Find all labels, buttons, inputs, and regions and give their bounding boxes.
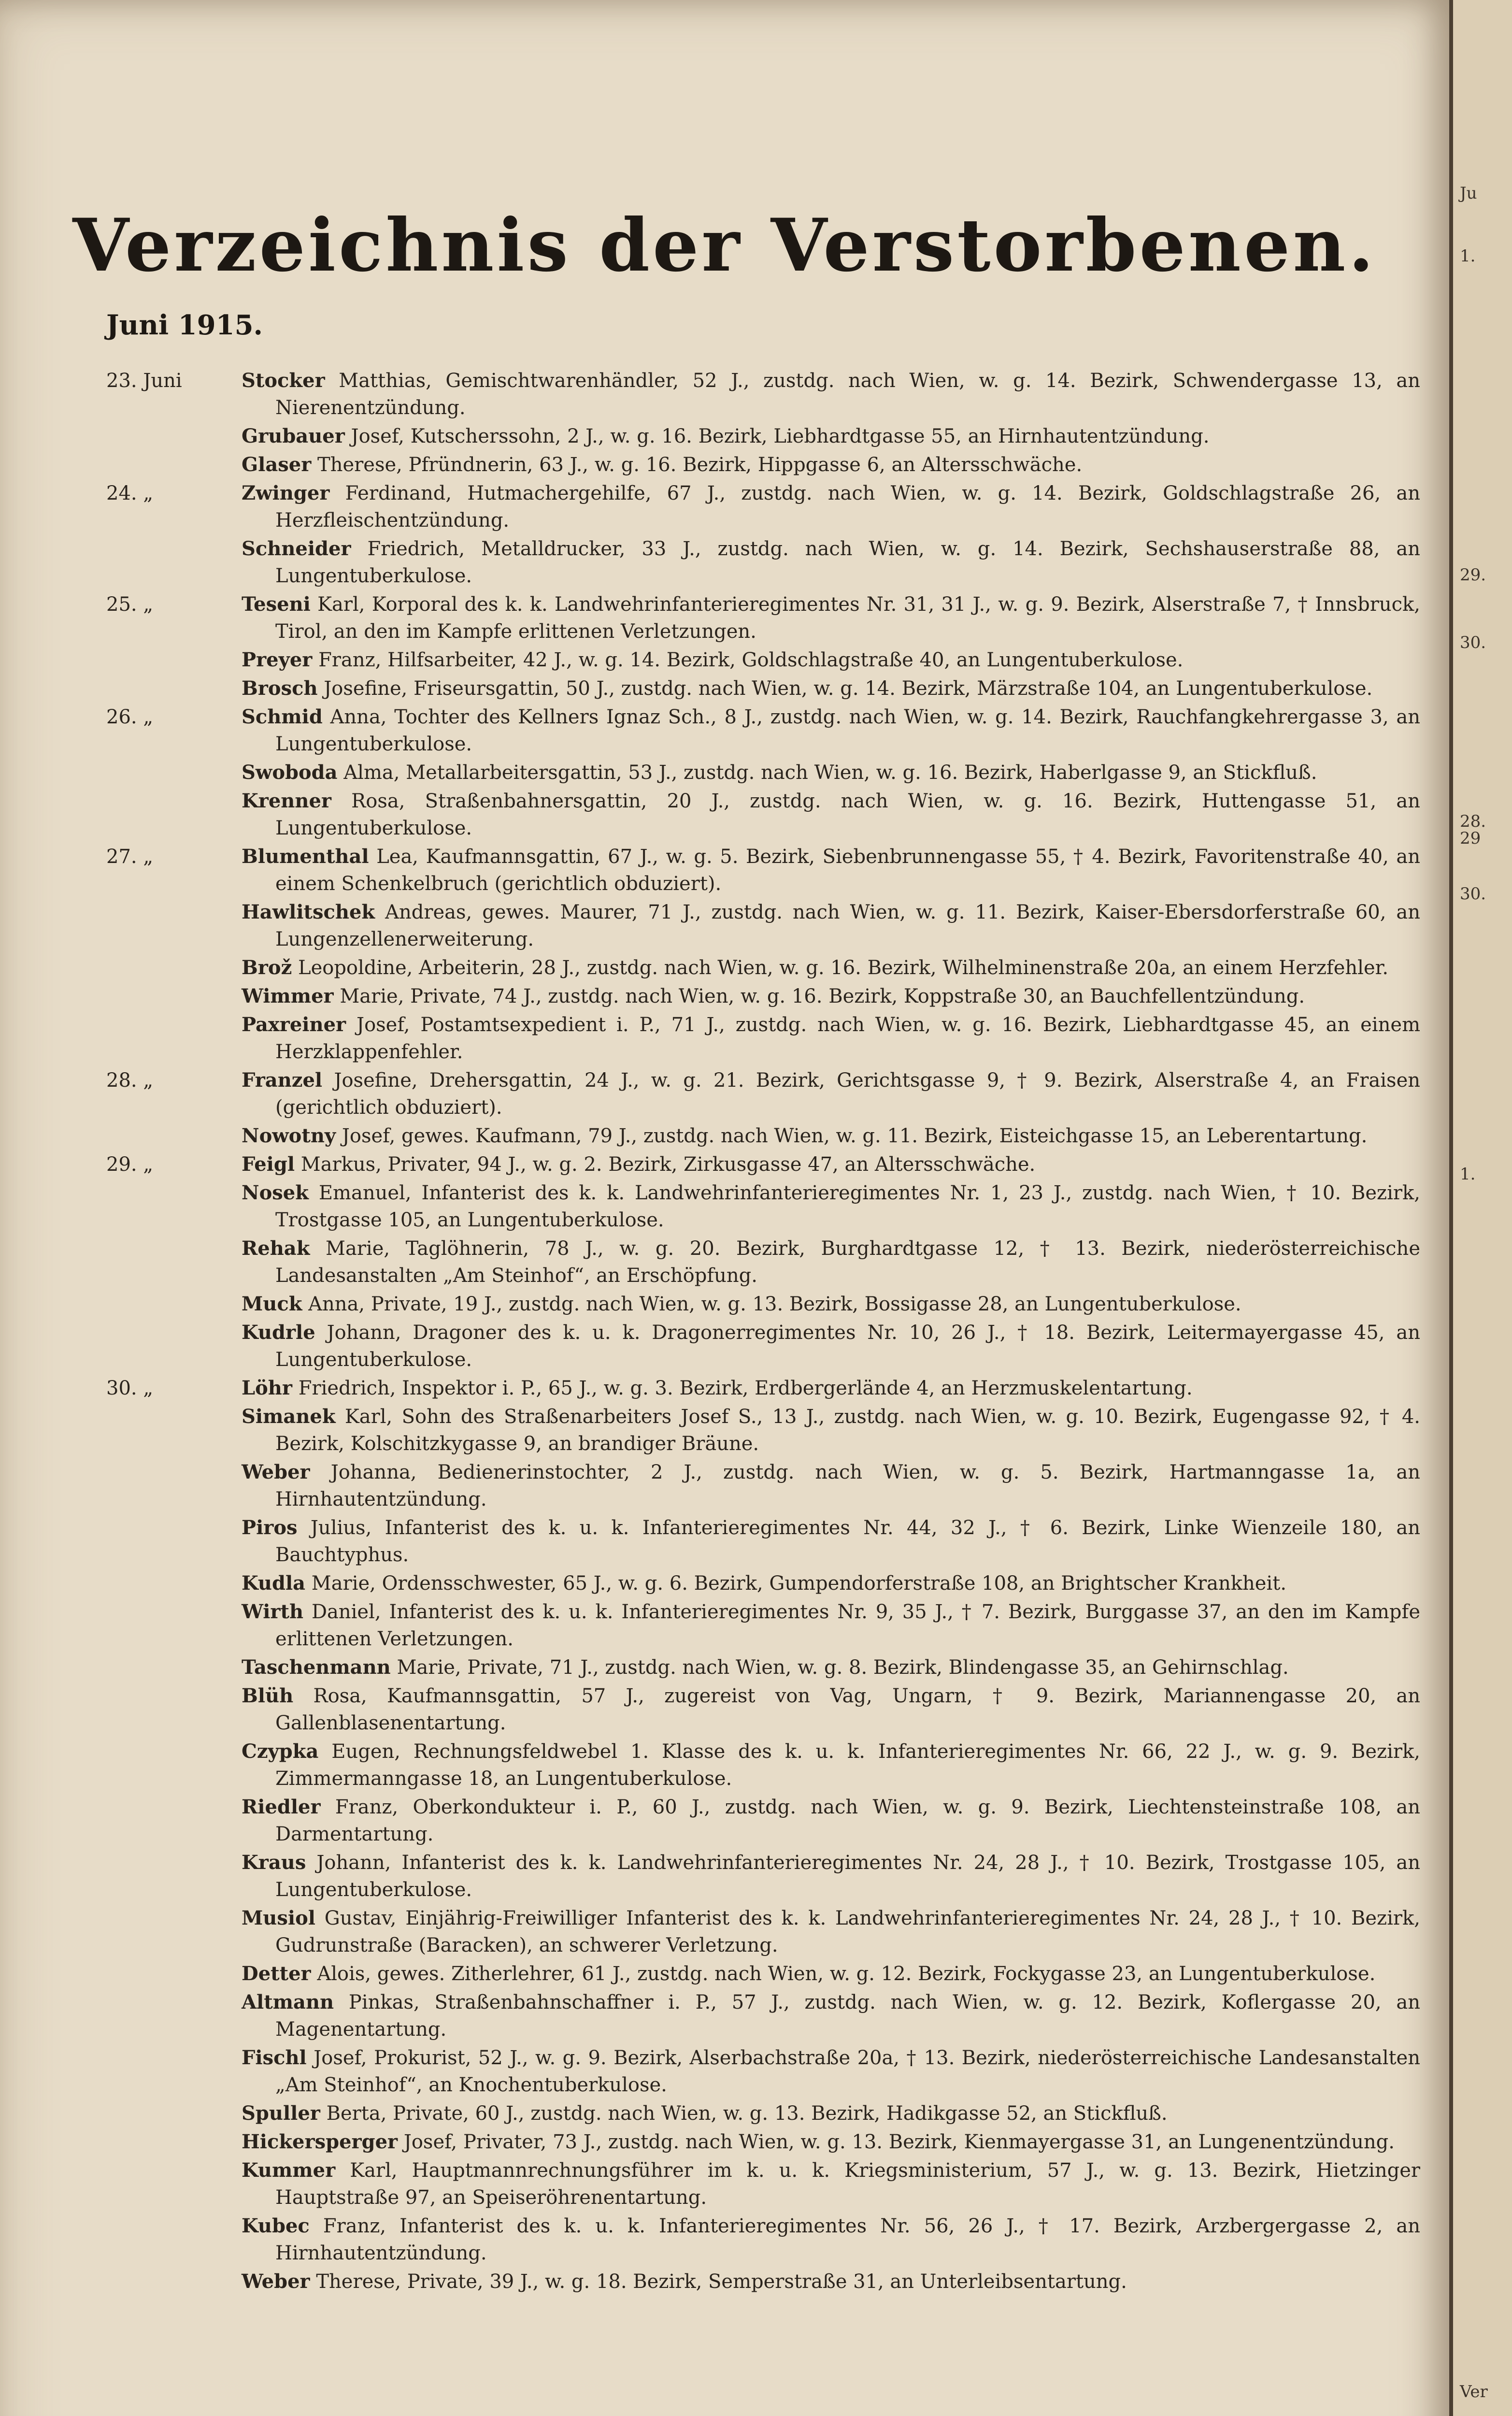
entry-surname: Preyer (242, 648, 313, 671)
entry-text (242, 2268, 1420, 2295)
entry-details: Josef, Postamtsexpedient i. P., 71 J., zustdg. nach Wien, w. g. 16. Bezirk, Liebhardtgasse 45, an einem Herzklappenfehler. (275, 1014, 1421, 1063)
list-item (106, 647, 1420, 674)
entry-details: Josef, Kutscherssohn, 2 J., w. g. 16. Bezirk, Liebhardtgasse 55, an Hirnhautentzündung. (351, 425, 1210, 447)
entry-surname: Nowotny (242, 1124, 336, 1147)
list-item (106, 591, 1420, 645)
entry-text (242, 1403, 1420, 1457)
entry-text (242, 1179, 1420, 1234)
entry-details: Franz, Infanterist des k. u. k. Infanterieregimentes Nr. 56, 26 J., † 17. Bezirk, Arzbergergasse 2, an Hirnhautentzündung. (275, 2215, 1420, 2264)
entry-details: Pinkas, Straßenbahnschaffner i. P., 57 J., zustdg. nach Wien, w. g. 12. Bezirk, Koflergasse 20, an Magenentartung. (275, 1991, 1421, 2041)
entry-surname: Franzel (242, 1069, 323, 1092)
list-item (106, 2128, 1420, 2156)
entry-details: Friedrich, Metalldrucker, 33 J., zustdg. nach Wien, w. g. 14. Bezirk, Sechshauserstraße 88, an Lungentuberkulose. (275, 538, 1420, 587)
entry-details: Alois, gewes. Zitherlehrer, 61 J., zustdg. nach Wien, w. g. 12. Bezirk, Fockygasse 23, an Lungentuberkulose. (317, 1963, 1376, 1985)
entry-details: Karl, Korporal des k. k. Landwehrinfanterieregimentes Nr. 31, 31 J., w. g. 9. Bezirk, Alserstraße 7, † Innsbruck, Tirol, an den im Kampfe erlittenen Verletzungen. (275, 593, 1421, 643)
entry-details: Therese, Private, 39 J., w. g. 18. Bezirk, Semperstraße 31, an Unterleibsentartung. (316, 2271, 1127, 2293)
entry-surname: Teseni (242, 593, 311, 616)
entry-surname: Nosek (242, 1181, 309, 1204)
entry-details: Julius, Infanterist des k. u. k. Infanterieregimentes Nr. 44, 32 J., † 6. Bezirk, Linke Wienzeile 180, an Bauchtyphus. (275, 1517, 1420, 1566)
entry-date: 26. „ (106, 706, 154, 728)
list-item (106, 1291, 1420, 1318)
entry-details: Berta, Private, 60 J., zustdg. nach Wien, w. g. 13. Bezirk, Hadikgasse 52, an Stickfluß. (326, 2102, 1168, 2125)
list-item (106, 983, 1420, 1010)
entry-details: Marie, Ordensschwester, 65 J., w. g. 6. Bezirk, Gumpendorferstraße 108, an Brightscher Krankheit. (311, 1572, 1287, 1595)
entry-surname: Altmann (242, 1991, 334, 2013)
entry-details: Karl, Sohn des Straßenarbeiters Josef S., 13 J., zustdg. nach Wien, w. g. 10. Bezirk, Eugengasse 92, † 4. Bezirk, Kolschitzkygasse 9, an brandiger Bräune. (275, 1406, 1420, 1455)
list-item (106, 1459, 1420, 1513)
entry-text (242, 1654, 1420, 1681)
entry-text (242, 843, 1420, 897)
entry-text (242, 954, 1420, 981)
entry-text (242, 591, 1420, 645)
entry-details: Leopoldine, Arbeiterin, 28 J., zustdg. nach Wien, w. g. 16. Bezirk, Wilhelminenstraße 20a, an einem Herzfehler. (298, 957, 1389, 979)
entry-surname: Weber (242, 2270, 310, 2293)
list-item (106, 2044, 1420, 2099)
entry-surname: Stocker (242, 369, 325, 392)
list-item (106, 535, 1420, 590)
entry-surname: Brož (242, 956, 292, 979)
entry-surname: Simanek (242, 1405, 336, 1428)
entry-details: Andreas, gewes. Maurer, 71 J., zustdg. nach Wien, w. g. 11. Bezirk, Kaiser-Ebersdorferstraße 60, an Lungenzellenerweiterung. (275, 901, 1420, 950)
entry-surname: Rehak (242, 1237, 310, 1260)
entry-details: Rosa, Kaufmannsgattin, 57 J., zugereist von Vag, Ungarn, † 9. Bezirk, Mariannengasse 20, an Gallenblasenentartung. (275, 1685, 1420, 1734)
entry-details: Rosa, Straßenbahnersgattin, 20 J., zustdg. nach Wien, w. g. 16. Bezirk, Huttengasse 51, an Lungentuberkulose. (275, 790, 1421, 839)
list-item (106, 1514, 1420, 1568)
entry-text (242, 1849, 1420, 1903)
entry-details: Gustav, Einjährig-Freiwilliger Infanterist des k. k. Landwehrinfanterieregimentes Nr. 24, 28 J., † 10. Bezirk, Gudrunstraße (Baracken), an schwerer Verletzung. (275, 1907, 1421, 1956)
entry-surname: Kudrle (242, 1321, 315, 1344)
entry-text (242, 535, 1420, 590)
entry-surname: Musiol (242, 1907, 315, 1929)
entry-text (242, 2100, 1420, 2127)
entry-date: 24. „ (106, 482, 154, 504)
entry-text (242, 1011, 1420, 1065)
entry-details: Anna, Tochter des Kellners Ignaz Sch., 8 J., zustdg. nach Wien, w. g. 14. Bezirk, Rauchfangkehrergasse 3, an Lungentuberkulose. (275, 706, 1421, 755)
list-item (106, 480, 1420, 534)
list-item (106, 1598, 1420, 1653)
entry-date: 30. „ (106, 1377, 154, 1399)
list-item (106, 1403, 1420, 1457)
entry-text (242, 2128, 1420, 2156)
entry-text (242, 899, 1420, 953)
entry-surname: Schneider (242, 537, 351, 560)
entry-text (242, 367, 1420, 421)
list-item (106, 2157, 1420, 2211)
entry-details: Johann, Dragoner des k. u. k. Dragonerregimentes Nr. 10, 26 J., † 18. Bezirk, Leitermayergasse 45, an Lungentuberkulose. (275, 1322, 1420, 1371)
list-item (106, 367, 1420, 421)
list-item (106, 1794, 1420, 1848)
entry-text (242, 1683, 1420, 1737)
entry-details: Josefine, Drehersgattin, 24 J., w. g. 21. Bezirk, Gerichtsgasse 9, † 9. Bezirk, Alserstraße 4, an Fraisen (gerichtlich obduziert). (275, 1069, 1420, 1119)
entry-surname: Zwinger (242, 482, 330, 504)
entry-text (242, 1319, 1420, 1373)
list-item (106, 1905, 1420, 1959)
entry-text (242, 788, 1420, 842)
entry-details: Daniel, Infanterist des k. u. k. Infanterieregimentes Nr. 9, 35 J., † 7. Bezirk, Burggasse 37, an den im Kampfe erlittenen Verletzungen. (275, 1601, 1420, 1650)
entry-details: Josef, gewes. Kaufmann, 79 J., zustdg. nach Wien, w. g. 11. Bezirk, Eisteichgasse 15, an Leberentartung. (342, 1125, 1368, 1147)
adjacent-page-mark: 1. (1460, 246, 1476, 266)
entry-surname: Brosch (242, 677, 318, 700)
entry-details: Friedrich, Inspektor i. P., 65 J., w. g. 3. Bezirk, Erdbergerlände 4, an Herzmuskelentartung. (298, 1377, 1193, 1399)
entry-details: Franz, Oberkondukteur i. P., 60 J., zustdg. nach Wien, w. g. 9. Bezirk, Liechtensteinstraße 108, an Darmentartung. (275, 1796, 1421, 1845)
entry-text (242, 1291, 1420, 1318)
adjacent-page-edge (1449, 0, 1512, 2416)
entry-surname: Hickersperger (242, 2130, 398, 2153)
entry-details: Marie, Private, 74 J., zustdg. nach Wien, w. g. 16. Bezirk, Koppstraße 30, an Bauchfellentzündung. (340, 985, 1305, 1007)
entry-details: Josefine, Friseursgattin, 50 J., zustdg. nach Wien, w. g. 14. Bezirk, Märzstraße 104, an Lungentuberkulose. (324, 677, 1373, 700)
list-item (106, 899, 1420, 953)
list-item (106, 1067, 1420, 1121)
entry-surname: Wirth (242, 1600, 304, 1623)
entry-details: Ferdinand, Hutmachergehilfe, 67 J., zustdg. nach Wien, w. g. 14. Bezirk, Goldschlagstraße 26, an Herzfleischentzündung. (275, 482, 1421, 532)
adjacent-page-mark: 29. (1460, 565, 1486, 585)
adjacent-page-mark: 29 (1460, 829, 1481, 848)
entry-date: 29. „ (106, 1153, 154, 1176)
entry-date: 28. „ (106, 1069, 154, 1092)
entry-surname: Taschenmann (242, 1656, 391, 1679)
entry-date: 23. Juni (106, 370, 182, 392)
entry-surname: Hawlitschek (242, 901, 375, 923)
list-item (106, 1151, 1420, 1178)
entry-details: Emanuel, Infanterist des k. k. Landwehrinfanterieregimentes Nr. 1, 23 J., zustdg. nach Wien, † 10. Bezirk, Trostgasse 105, an Lungentuberkulose. (275, 1182, 1421, 1231)
entry-surname: Schmid (242, 705, 323, 728)
entry-text (242, 1570, 1420, 1597)
list-item (106, 1960, 1420, 1987)
entry-surname: Spuller (242, 2102, 320, 2125)
list-item (106, 675, 1420, 702)
entry-details: Josef, Privater, 73 J., zustdg. nach Wien, w. g. 13. Bezirk, Kienmayergasse 31, an Lungenentzündung. (403, 2131, 1395, 2153)
entry-text (242, 1375, 1420, 1402)
entry-details: Johann, Infanterist des k. k. Landwehrinfanterieregimentes Nr. 24, 28 J., † 10. Bezirk, Trostgasse 105, an Lungentuberkulose. (275, 1852, 1420, 1901)
entry-surname: Czypka (242, 1740, 319, 1763)
entry-surname: Löhr (242, 1377, 292, 1399)
entry-surname: Feigl (242, 1153, 295, 1176)
list-item (106, 954, 1420, 981)
adjacent-page-mark: 30. (1460, 884, 1486, 904)
entry-details: Lea, Kaufmannsgattin, 67 J., w. g. 5. Bezirk, Siebenbrunnengasse 55, † 4. Bezirk, Favoritenstraße 40, an einem Schenkelbruch (gerichtlich obduziert). (275, 846, 1421, 895)
entry-text (242, 675, 1420, 702)
entry-text (242, 1960, 1420, 1987)
list-item (106, 423, 1420, 450)
entry-surname: Blüh (242, 1684, 294, 1707)
entry-text (242, 759, 1420, 786)
list-item (106, 1122, 1420, 1150)
entry-text (242, 1794, 1420, 1848)
list-item (106, 1375, 1420, 1402)
list-item (106, 1683, 1420, 1737)
entry-details: Franz, Hilfsarbeiter, 42 J., w. g. 14. Bezirk, Goldschlagstraße 40, an Lungentuberkulose. (318, 649, 1184, 671)
list-item (106, 788, 1420, 842)
entry-text (242, 704, 1420, 758)
entry-details: Anna, Private, 19 J., zustdg. nach Wien, w. g. 13. Bezirk, Bossigasse 28, an Lungentuberkulose. (308, 1293, 1241, 1315)
list-item (106, 1235, 1420, 1289)
list-item (106, 1319, 1420, 1373)
entry-text (242, 1738, 1420, 1792)
entry-details: Markus, Privater, 94 J., w. g. 2. Bezirk, Zirkusgasse 47, an Altersschwäche. (300, 1153, 1036, 1176)
entry-surname: Wimmer (242, 985, 334, 1007)
entry-text (242, 1514, 1420, 1568)
entry-text (242, 2157, 1420, 2211)
entry-details: Josef, Prokurist, 52 J., w. g. 9. Bezirk, Alserbachstraße 20a, † 13. Bezirk, niederösterreichische Landesanstalten „Am Steinhof“, an Knochentuberkulose. (275, 2047, 1420, 2096)
entry-surname: Kudla (242, 1572, 306, 1595)
entry-details: Karl, Hauptmannrechnungsführer im k. u. k. Kriegsministerium, 57 J., w. g. 13. Bezirk, Hietzinger Hauptstraße 97, an Speiseröhrenentartung. (275, 2159, 1420, 2209)
entry-surname: Kubec (242, 2215, 310, 2237)
entry-details: Marie, Private, 71 J., zustdg. nach Wien, w. g. 8. Bezirk, Blindengasse 35, an Gehirnschlag. (397, 1656, 1289, 1679)
list-item (106, 451, 1420, 478)
entry-text (242, 1989, 1420, 2043)
entry-surname: Riedler (242, 1796, 321, 1818)
entry-text (242, 1122, 1420, 1150)
list-item (106, 843, 1420, 897)
list-item (106, 2100, 1420, 2127)
entry-date: 27. „ (106, 846, 154, 868)
entry-details: Matthias, Gemischtwarenhändler, 52 J., zustdg. nach Wien, w. g. 14. Bezirk, Schwendergasse 13, an Nierenentzündung. (275, 370, 1420, 419)
entry-text (242, 1598, 1420, 1653)
page-title: Verzeichnis der Verstorbenen. (72, 203, 1377, 288)
entry-surname: Grubauer (242, 425, 345, 447)
list-item (106, 1011, 1420, 1065)
adjacent-page-mark: Ju (1460, 184, 1477, 203)
entry-details: Alma, Metallarbeitersgattin, 53 J., zustdg. nach Wien, w. g. 16. Bezirk, Haberlgasse 9, an Stickfluß. (343, 762, 1317, 784)
list-item (106, 2268, 1420, 2295)
entry-surname: Weber (242, 1461, 310, 1483)
entry-text (242, 647, 1420, 674)
entry-surname: Detter (242, 1962, 311, 1985)
entry-text (242, 1905, 1420, 1959)
month-heading: Juni 1915. (106, 309, 263, 341)
entry-surname: Glaser (242, 453, 312, 476)
entry-text (242, 1235, 1420, 1289)
list-item (106, 704, 1420, 758)
entry-surname: Piros (242, 1516, 298, 1539)
entry-text (242, 983, 1420, 1010)
list-item (106, 1179, 1420, 1234)
entry-text (242, 1151, 1420, 1178)
entry-text (242, 1459, 1420, 1513)
list-item (106, 1738, 1420, 1792)
list-item (106, 2213, 1420, 2267)
list-item (106, 1654, 1420, 1681)
adjacent-page-mark: 1. (1460, 1165, 1476, 1184)
entry-details: Therese, Pfründnerin, 63 J., w. g. 16. Bezirk, Hippgasse 6, an Altersschwäche. (317, 454, 1083, 476)
entry-surname: Blumenthal (242, 845, 369, 868)
entry-text (242, 2213, 1420, 2267)
entry-surname: Kummer (242, 2159, 336, 2182)
entry-text (242, 451, 1420, 478)
list-item (106, 759, 1420, 786)
entry-text (242, 1067, 1420, 1121)
entry-surname: Swoboda (242, 761, 338, 784)
entry-text (242, 423, 1420, 450)
entry-surname: Muck (242, 1293, 302, 1315)
entry-text (242, 2044, 1420, 2099)
entry-surname: Krenner (242, 790, 331, 812)
list-item (106, 1989, 1420, 2043)
entry-surname: Fischl (242, 2046, 307, 2069)
entry-surname: Kraus (242, 1851, 306, 1874)
entry-details: Johanna, Bedienerinstochter, 2 J., zustdg. nach Wien, w. g. 5. Bezirk, Hartmanngasse 1a, an Hirnhautentzündung. (275, 1461, 1420, 1510)
death-register-list (106, 367, 1420, 2297)
entry-details: Eugen, Rechnungsfeldwebel 1. Klasse des k. u. k. Infanterieregimentes Nr. 66, 22 J., w. g. 9. Bezirk, Zimmermanngasse 18, an Lungentuberkulose. (275, 1740, 1420, 1790)
adjacent-page-mark: 28. (1460, 812, 1486, 831)
entry-text (242, 480, 1420, 534)
adjacent-page-mark: 30. (1460, 633, 1486, 652)
entry-details: Marie, Taglöhnerin, 78 J., w. g. 20. Bezirk, Burghardtgasse 12, † 13. Bezirk, niederösterreichische Landesanstalten „Am Steinhof“, an Erschöpfung. (275, 1237, 1420, 1287)
adjacent-page-mark: Ver (1460, 2382, 1488, 2402)
list-item (106, 1849, 1420, 1903)
list-item (106, 1570, 1420, 1597)
entry-surname: Paxreiner (242, 1013, 346, 1036)
entry-date: 25. „ (106, 593, 154, 616)
